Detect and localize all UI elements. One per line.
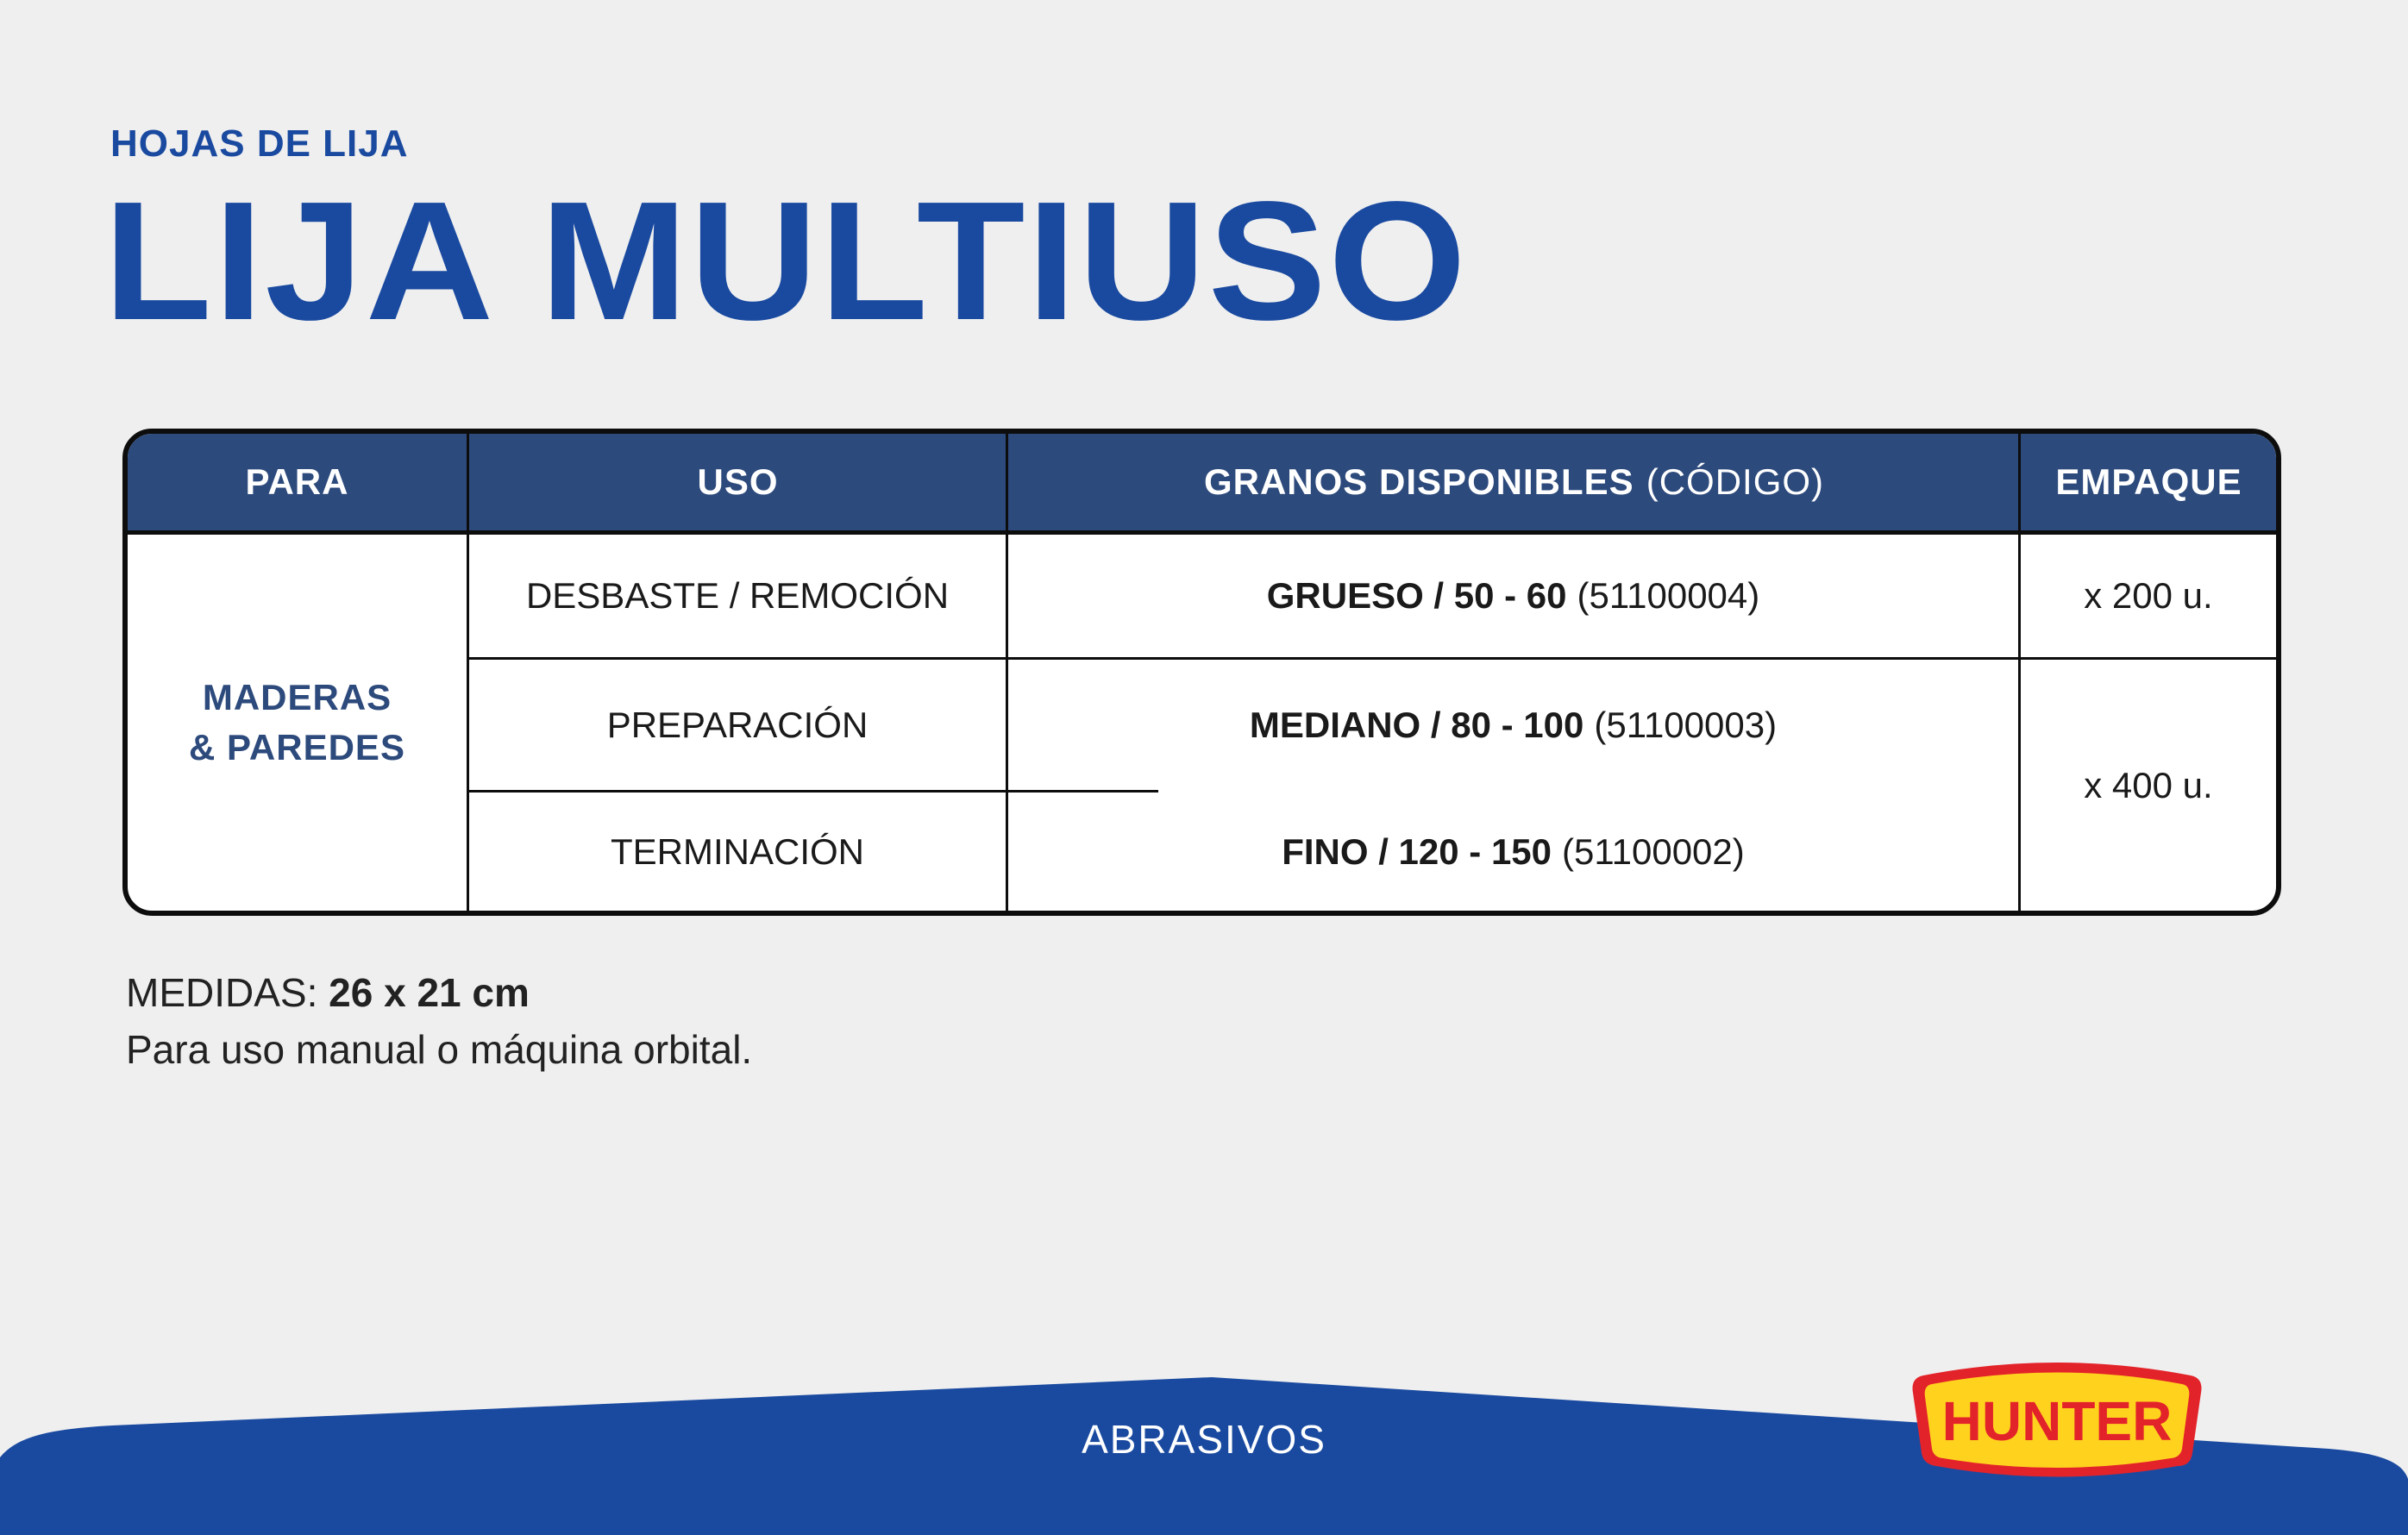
grain-code: (51100004): [1577, 575, 1760, 616]
column-header-granos: [1009, 434, 2019, 530]
table-row-2-uso: PREPARACIÓN: [606, 704, 869, 745]
grain-label: MEDIANO / 80 - 100: [1249, 704, 1584, 745]
grain-label: GRUESO / 50 - 60: [1266, 575, 1567, 616]
table-row-3-uso: TERMINACIÓN: [611, 830, 864, 872]
empaque-200: x 200 u.: [2084, 575, 2213, 616]
grain-code: (51100003): [1594, 704, 1778, 745]
hunter-logo: [1906, 1354, 2208, 1483]
para-line-1: MADERAS: [202, 677, 392, 717]
product-notes: [126, 964, 752, 1078]
para-cell: [128, 535, 467, 911]
table-row-1-grano: [1008, 535, 2018, 657]
table-row-3-grano: [1008, 793, 2018, 911]
footer-category-label: ABRASIVOS: [1082, 1417, 1326, 1462]
medidas-value: 26 x 21 cm: [329, 970, 530, 1015]
uso-text: Para uso manual o máquina orbital.: [126, 1027, 753, 1072]
table-row-1-uso: DESBASTE / REMOCIÓN: [525, 575, 950, 616]
column-header-granos-sub: (CÓDIGO): [1646, 461, 1825, 502]
page-title: LIJA MULTIUSO: [103, 166, 1469, 355]
table-row-2-grano: [1008, 660, 2018, 790]
grain-code: (51100002): [1562, 830, 1745, 872]
para-line-2: & PAREDES: [189, 727, 405, 768]
product-table: [122, 429, 2281, 916]
grain-label: FINO / 120 - 150: [1282, 830, 1552, 872]
column-header-para: PARA: [245, 461, 349, 502]
column-header-granos-label: GRANOS DISPONIBLES: [1203, 461, 1634, 502]
hunter-logo-text: HUNTER: [1941, 1390, 2173, 1452]
medidas-line: [126, 964, 752, 1021]
column-header-empaque: EMPAQUE: [2055, 461, 2242, 502]
table-header: [128, 434, 2276, 530]
category-kicker: HOJAS DE LIJA: [110, 122, 409, 165]
empaque-400: x 400 u.: [2084, 764, 2213, 805]
column-header-uso: USO: [697, 461, 779, 502]
medidas-label: MEDIDAS:: [126, 970, 318, 1015]
